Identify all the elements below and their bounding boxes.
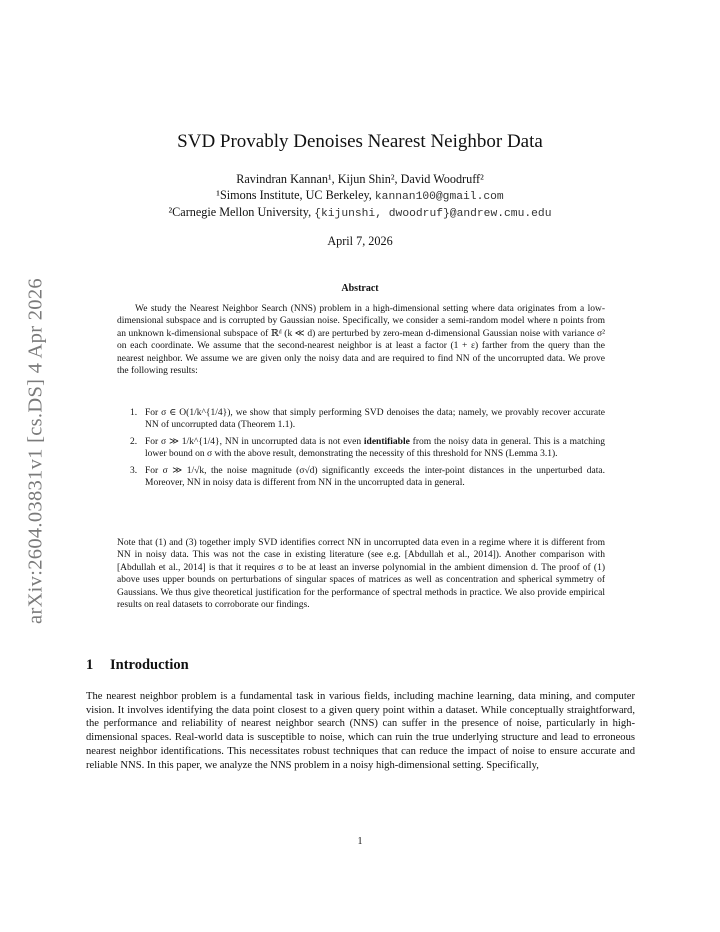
abstract-paragraph-1 bbox=[117, 303, 605, 377]
list-item-text-part: from the noisy data in general. This is a matching lower bound on σ with the above result, demonstrating the necessity of this threshold for NNS (Lemma 3.1). bbox=[145, 436, 605, 460]
list-item-number: 3. bbox=[130, 465, 138, 476]
abstract-paragraph-2 bbox=[117, 537, 605, 611]
abstract-heading: Abstract bbox=[341, 283, 379, 294]
section-number: 1 bbox=[86, 657, 94, 673]
arxiv-sidebar-stamp bbox=[21, 265, 51, 637]
list-item bbox=[117, 407, 605, 432]
paper-title: SVD Provably Denoises Nearest Neighbor Data bbox=[177, 131, 543, 152]
list-item-text: For σ ≫ 1/√k, the noise magnitude (σ√d) significantly exceeds the inter-point distances in the unperturbed data. Moreover, NN in noisy data is different from NN in the uncorrupted data in general. bbox=[145, 465, 605, 489]
affiliation-2-institution: ²Carnegie Mellon University, bbox=[168, 205, 315, 219]
list-item-text: For σ ∈ O(1/k^{1/4}), we show that simply performing SVD denoises the data; namely, we provably recover accurate NN of uncorrupted data (Theorem 1.1). bbox=[145, 408, 605, 431]
page-number: 1 bbox=[357, 836, 363, 847]
abstract-intro-text: We study the Nearest Neighbor Search (NNS) problem in a high-dimensional setting where data originates from a low-dimensional subspace and is corrupted by Gaussian noise. Specifically, we consider a semi-random model where n points from an unknown k-dimensional subspace of ℝᵈ (k ≪ d) are perturbed by zero-mean d-dimensional Gaussian noise with variance σ² on each coordinate. We assume that the second-nearest neighbor is at least a factor (1 + ε) farther from the query than the nearest neighbor. We assume we are given only the noisy data and are required to find NN of the uncorrupted data. We prove the following results: bbox=[117, 304, 605, 377]
section-title: Introduction bbox=[110, 657, 189, 673]
affiliation-1 bbox=[0, 188, 720, 203]
author-list: Ravindran Kannan¹, Kijun Shin², David Woodruff² bbox=[236, 172, 484, 186]
affiliation-2-email: {kijunshi, dwoodruf}@andrew.cmu.edu bbox=[314, 208, 552, 220]
abstract-results-list bbox=[117, 407, 605, 493]
affiliation-2 bbox=[0, 205, 720, 220]
list-item bbox=[117, 436, 605, 461]
paper-date: April 7, 2026 bbox=[327, 234, 393, 248]
affiliation-1-email: kannan100@gmail.com bbox=[374, 191, 504, 203]
introduction-body bbox=[86, 690, 635, 772]
list-item bbox=[117, 465, 605, 490]
list-item-text-part: For σ ≫ 1/k^{1/4}, NN in uncorrupted data is not even bbox=[145, 436, 364, 447]
affiliation-1-institution: ¹Simons Institute, UC Berkeley, bbox=[216, 188, 375, 202]
section-heading bbox=[86, 657, 189, 674]
list-item-text bbox=[145, 436, 605, 461]
abstract-discussion-text: Note that (1) and (3) together imply SVD identifies correct NN in uncorrupted data even in a regime where it is different from NN in noisy data. This was not the case in existing literature (see e.g. [Abdullah et al., 2014]). Another comparison with [Abdullah et al., 2014] is that it requires σ to be at least an inverse polynomial in the ambient dimension d. The proof of (1) above uses upper bounds on perturbations of singular spaces of matrices as well as concentration and spherical symmetry of Gaussians. We thus give theoretical justification for the performance of spectral methods in practice. We also provide empirical results on real datasets to corroborate our findings. bbox=[117, 538, 605, 611]
arxiv-identifier: arXiv:2604.03831v1 [cs.DS] 4 Apr 2026 bbox=[24, 278, 47, 624]
list-item-number: 2. bbox=[130, 436, 138, 447]
introduction-paragraph: The nearest neighbor problem is a fundamental task in various fields, including machine learning, data mining, and computer vision. It involves identifying the data point closest to a given query point within a dataset. While conceptually straightforward, the performance and reliability of nearest neighbor search (NNS) can suffer in the presence of noise, particularly in high-dimensional spaces. Real-world data is susceptible to noise, which can ruin the true underlying structure and lead to erroneous nearest neighbor identifications. This necessitates robust techniques that can reduce the impact of noise to ensure accurate and reliable NNS. In this paper, we analyze the NNS problem in a noisy high-dimensional setting. Specifically, bbox=[86, 691, 635, 771]
emphasis-identifiable: identifiable bbox=[363, 436, 410, 447]
list-item-number: 1. bbox=[130, 408, 138, 418]
